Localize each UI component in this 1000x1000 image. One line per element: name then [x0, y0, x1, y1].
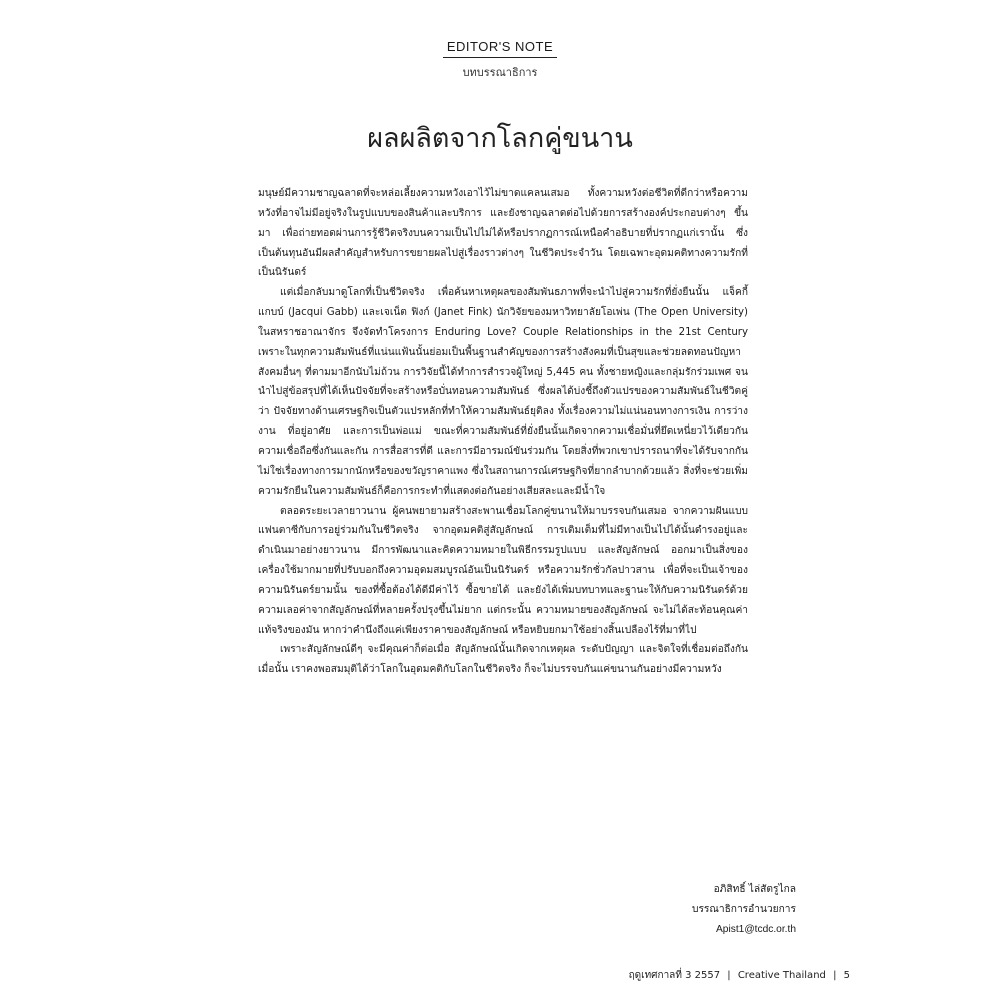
section-label-th: บทบรรณาธิการ [462, 66, 538, 79]
signature-block [596, 880, 796, 940]
article-body [258, 184, 748, 680]
author-role: บรรณาธิการอำนวยการ [691, 904, 796, 915]
footer-separator: | [727, 970, 731, 981]
footer-magazine: Creative Thailand [737, 970, 826, 981]
footer-issue: ฤดูเทศกาลที่ 3 2557 [628, 970, 721, 981]
body-paragraph: ตลอดระยะเวลายาวนาน ผู้คนพยายามสร้างสะพานเชื่อมโลกคู่ขนานให้มาบรรจบกันเสมอ จากความฝันแบบแฟนตาซีกับการอยู่ร่วมกันในชีวิตจริง จากอุดมคติสู่สัญลักษณ์ การเติมเต็มที่ไม่มีทางเป็นไปได้นั้นดำรงอยู่และดำเนินมาอย่างยาวนาน มีการพัฒนาและคิดความหมายในพิธีกรรมรูปแบบ และสัญลักษณ์ ออกมาเป็นสิ่งของเครื่องใช้มากมายที่ปรับบอกถึงความอุดมสมบูรณ์อันเป็นนิรันดร์ หรือความรักชั่วกัลปาวสาน เพื่อที่จะเป็นเจ้าของความนิรันดร์ยามนั้น ของที่ซื้อต้องได้ดีมีค่าไว้ ซื้อขายได้ และยังได้เพิ่มบทบาทและฐานะให้กับความนิรันดร์ด้วยความเลอค่าจากสัญลักษณ์ที่หลายครั้งปรุงขึ้นไม่ยาก แต่กระนั้น ความหมายของสัญลักษณ์ จะไม่ได้สะท้อนคุณค่าแท้จริงของมัน หากว่าคำนึงถึงแค่เพียงราคาของสัญลักษณ์ หรือหยิบยกมาใช้อย่างสิ้นเปลืองไร้ที่มาที่ไป [258, 505, 748, 636]
body-paragraph: แต่เมื่อกลับมาดูโลกที่เป็นชีวิตจริง เพื่อค้นหาเหตุผลของสัมพันธภาพที่จะนำไปสู่ความรักที่ยั่งยืนนั้น แจ็คกี้ แกบบ์ (Jacqui Gabb) และเจเน็ต ฟิงก์ (Janet Fink) นักวิจัยของมหาวิทยาลัยโอเพ่น (The Open University) ในสหราชอาณาจักร จึงจัดทำโครงการ Enduring Love? Couple Relationships in the 21st Century เพราะในทุกความสัมพันธ์ที่แน่นแฟ้นนั้นย่อมเป็นพื้นฐานสำคัญของการสร้างสังคมที่เป็นสุขและช่วยลดทอนปัญหาสังคมอื่นๆ ที่ตามมาอีกนับไม่ถ้วน การวิจัยนี้ได้ทำการสำรวจผู้ใหญ่ 5,445 คน ทั้งชายหญิงและกลุ่มรักร่วมเพศ จนนำไปสู่ข้อสรุปที่ได้เห็นปัจจัยที่จะสร้างหรือบั่นทอนความสัมพันธ์ ซึ่งผลได้บ่งชี้ถึงตัวแปรของความสัมพันธ์ในชีวิตคู่ว่า ปัจจัยทางด้านเศรษฐกิจเป็นตัวแปรหลักที่ทำให้ความสัมพันธ์ยุติลง ทั้งเรื่องความไม่แน่นอนทางการเงิน การว่างงาน ที่อยู่อาศัย และการเป็นพ่อแม่ ขณะที่ความสัมพันธ์ที่ยั่งยืนนั้นเกิดจากความเชื่อมั่นที่ยึดเหนี่ยวไว้เดียวกัน ความเชื่อถือซึ่งกันและกัน การสื่อสารที่ดี และการมีอารมณ์ขันร่วมกัน โดยสิ่งที่พวกเขาปรารถนาที่จะได้รับจากกัน ไม่ใช่เรื่องทางการมากนักหรือของขวัญราคาแพง ซึ่งในสถานการณ์เศรษฐกิจที่ยากลำบากด้วยแล้ว สิ่งที่จะช่วยเพิ่มความรักยืนในความสัมพันธ์ก็คือการกระทำที่แสดงต่อกันอย่างเสียสละและมีน้ำใจ [258, 287, 748, 497]
footer-separator: | [833, 970, 837, 981]
section-header [0, 36, 1000, 81]
page-number: 5 [843, 970, 850, 981]
page-footer [629, 968, 850, 983]
body-paragraph: มนุษย์มีความชาญฉลาดที่จะหล่อเลี้ยงความหวังเอาไว้ไม่ขาดแคลนเสมอ ทั้งความหวังต่อชีวิตที่ดีกว่าหรือความหวังที่อาจไม่มีอยู่จริงในรูปแบบของสินค้าและบริการ และยังชาญฉลาดต่อไปด้วยการสร้างองค์ประกอบต่างๆ ขึ้นมา เพื่อถ่ายทอดผ่านการรู้ชีวิตจริงบนความเป็นไปไม่ได้หรือปรากฏการณ์เหนือคำอธิบายที่ปรากฏแก่เรานั้น ซึ่งเป็นต้นทุนอันมีผลสำคัญสำหรับการขยายผลไปสู่เรื่องราวต่างๆ ในชีวิตประจำวัน โดยเฉพาะอุดมคติทางความรักที่เป็นนิรันดร์ [258, 188, 748, 279]
author-name: อภิสิทธิ์ ไล่สัตรูไกล [713, 884, 796, 895]
body-paragraph: เพราะสัญลักษณ์ดีๆ จะมีคุณค่าก็ต่อเมื่อ สัญลักษณ์นั้นเกิดจากเหตุผล ระดับปัญญา และจิตใจที่เชื่อมต่อถึงกัน เมื่อนั้น เราคงพอสมมุติได้ว่าโลกในอุดมคติกับโลกในชีวิตจริง ก็จะไม่บรรจบกันแค่ขนานกันอย่างมีความหวัง [258, 644, 748, 676]
section-label-en: EDITOR'S NOTE [443, 39, 557, 58]
article-title: ผลผลิตจากโลกคู่ขนาน [367, 123, 633, 154]
author-email: Apist1@tcdc.or.th [716, 924, 796, 935]
